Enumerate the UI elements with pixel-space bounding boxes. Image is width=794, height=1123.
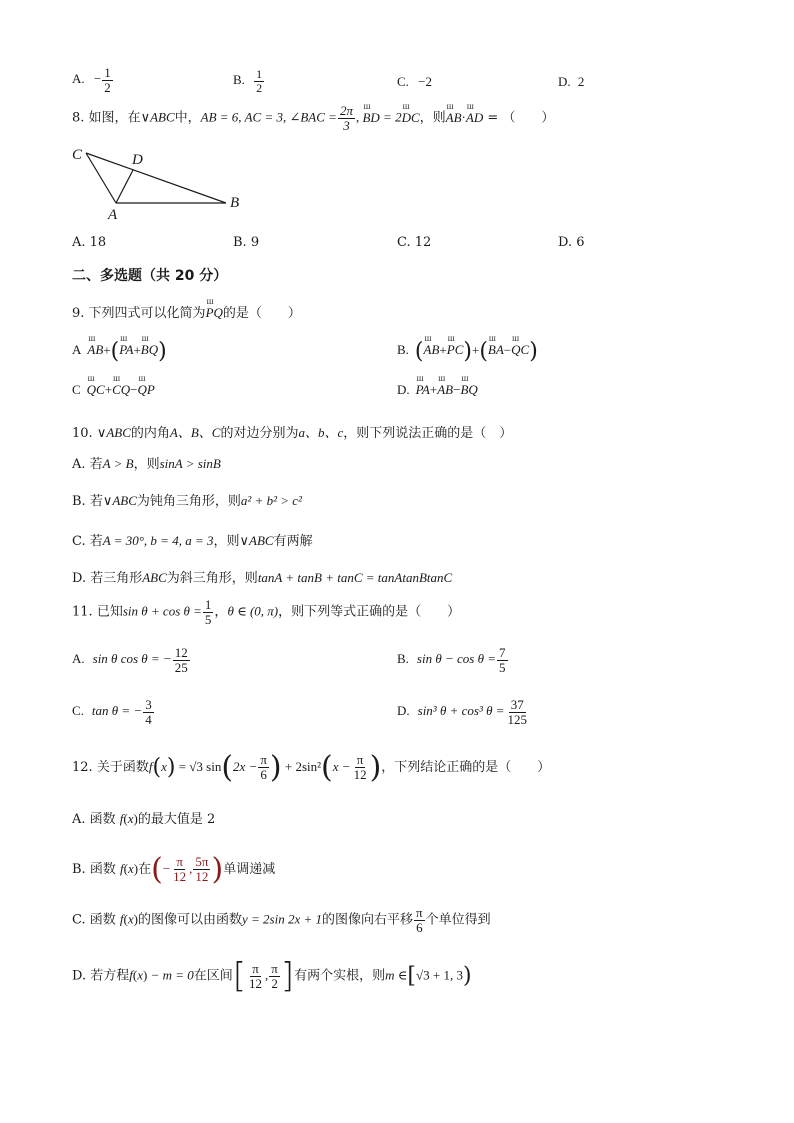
q7-option-a: A. − $\frac{1}{2}$ (72, 65, 111, 95)
q8-option-c: C. 12 (397, 235, 432, 250)
q8-option-d: D. 6 (558, 235, 585, 250)
q7-option-c: C. −2 (397, 74, 433, 89)
vector-pq: ш PQ (206, 305, 223, 321)
q8-option-b: B. 9 (233, 235, 260, 250)
q7-option-b: B. $\frac{1}{2}$ (233, 67, 263, 95)
q8-stem: 8. 如图，在∨ABC中，AB = 6, AC = 3, ∠BAC = $\frac{2\pi}{3}$ , ш BD = 2ш DC，则ш AB·ш AD = （ ） (72, 104, 554, 132)
vector-bd: ш BD (362, 110, 379, 126)
q12-option-d: D. 若方程f(x) − m = 0在区间[ $\frac{\pi}{12}$ , $\frac{\pi}{2}$ ]有两个实根，则m ∈[√3 + 1, 3) (72, 956, 472, 996)
q12-option-c: C. 函数 f(x)的图像可以由函数y = 2sin 2x + 1的图像向右平移 $\frac{\pi}{6}$ 个单位得到 (72, 905, 491, 935)
segment-ad (116, 170, 133, 203)
q11-stem: 11. 已知sin θ + cos θ = $\frac{1}{5}$ ，θ ∈ (0, π)，则下列等式正确的是（ ） (72, 597, 461, 627)
vector-ad: ш AD (466, 110, 483, 126)
q10-option-d: D. 若三角形ABC为斜三角形，则tanA + tanB + tanC = tanAtanBtanC (72, 570, 453, 586)
q10-option-c: C. 若A = 30°, b = 4, a = 3，则∨ABC有两解 (72, 533, 313, 549)
side-cb (86, 153, 226, 203)
q9-stem: 9. 下列四式可以化简为ш PQ的是（ ） (72, 302, 301, 321)
q10-option-a: A. 若A > B，则sinA > sinB (72, 456, 221, 472)
q11-option-a: A. sin θ cos θ = − $\frac{12}{25}$ (72, 645, 188, 675)
q10-stem: 10. ∨ABC的内角A、B、C的对边分别为a、b、c，则下列说法正确的是（ ） (72, 425, 513, 441)
label-c: C (72, 147, 83, 163)
side-ca (86, 153, 116, 203)
q11-option-d: D. sin³ θ + cos³ θ = $\frac{37}{125}$ (397, 697, 528, 727)
q9-option-c: Cш QC+ш CQ−ш QP (72, 382, 155, 398)
label-b: B (230, 195, 240, 211)
vector-ab: ш AB (446, 110, 462, 126)
q12-option-a: A. 函数 f(x)的最大值是 2 (72, 811, 216, 827)
q11-option-b: B. sin θ − cos θ = $\frac{7}{5}$ (397, 645, 506, 675)
triangle-figure (70, 142, 250, 222)
label-d: D (132, 152, 143, 168)
q10-option-b: B. 若∨ABC为钝角三角形，则a² + b² > c² (72, 493, 302, 509)
q12-option-b: B. 函数 f(x)在(− $\frac{\pi}{12}$ , $\frac{5\pi}{12}$ )单调递减 (72, 852, 276, 887)
q7-option-d: D. 2 (558, 74, 585, 89)
q9-option-b: B. (ш AB+ш PC)+(ш BA−ш QC) (397, 339, 538, 364)
q8-option-a: A. 18 (72, 235, 107, 250)
vector-dc: ш DC (402, 110, 420, 126)
section-heading: 二、多选题（共 20 分） (72, 268, 228, 284)
q12-stem: 12. 关于函数f(x) = √3 sin(2x − $\frac{\pi}{6}$ ) + 2sin²(x − $\frac{\pi}{12}$ )，下列结论正确的是（ ） (72, 750, 551, 785)
q9-option-d: D.ш PA+ш AB−ш BQ (397, 382, 478, 398)
label-a: A (108, 207, 118, 222)
q9-option-a: Aш AB+(ш PA+ш BQ) (72, 339, 167, 364)
q11-option-c: C. tan θ = − $\frac{3}{4}$ (72, 697, 152, 727)
interval-b: (− $\frac{\pi}{12}$ , $\frac{5\pi}{12}$ ) (151, 852, 224, 887)
